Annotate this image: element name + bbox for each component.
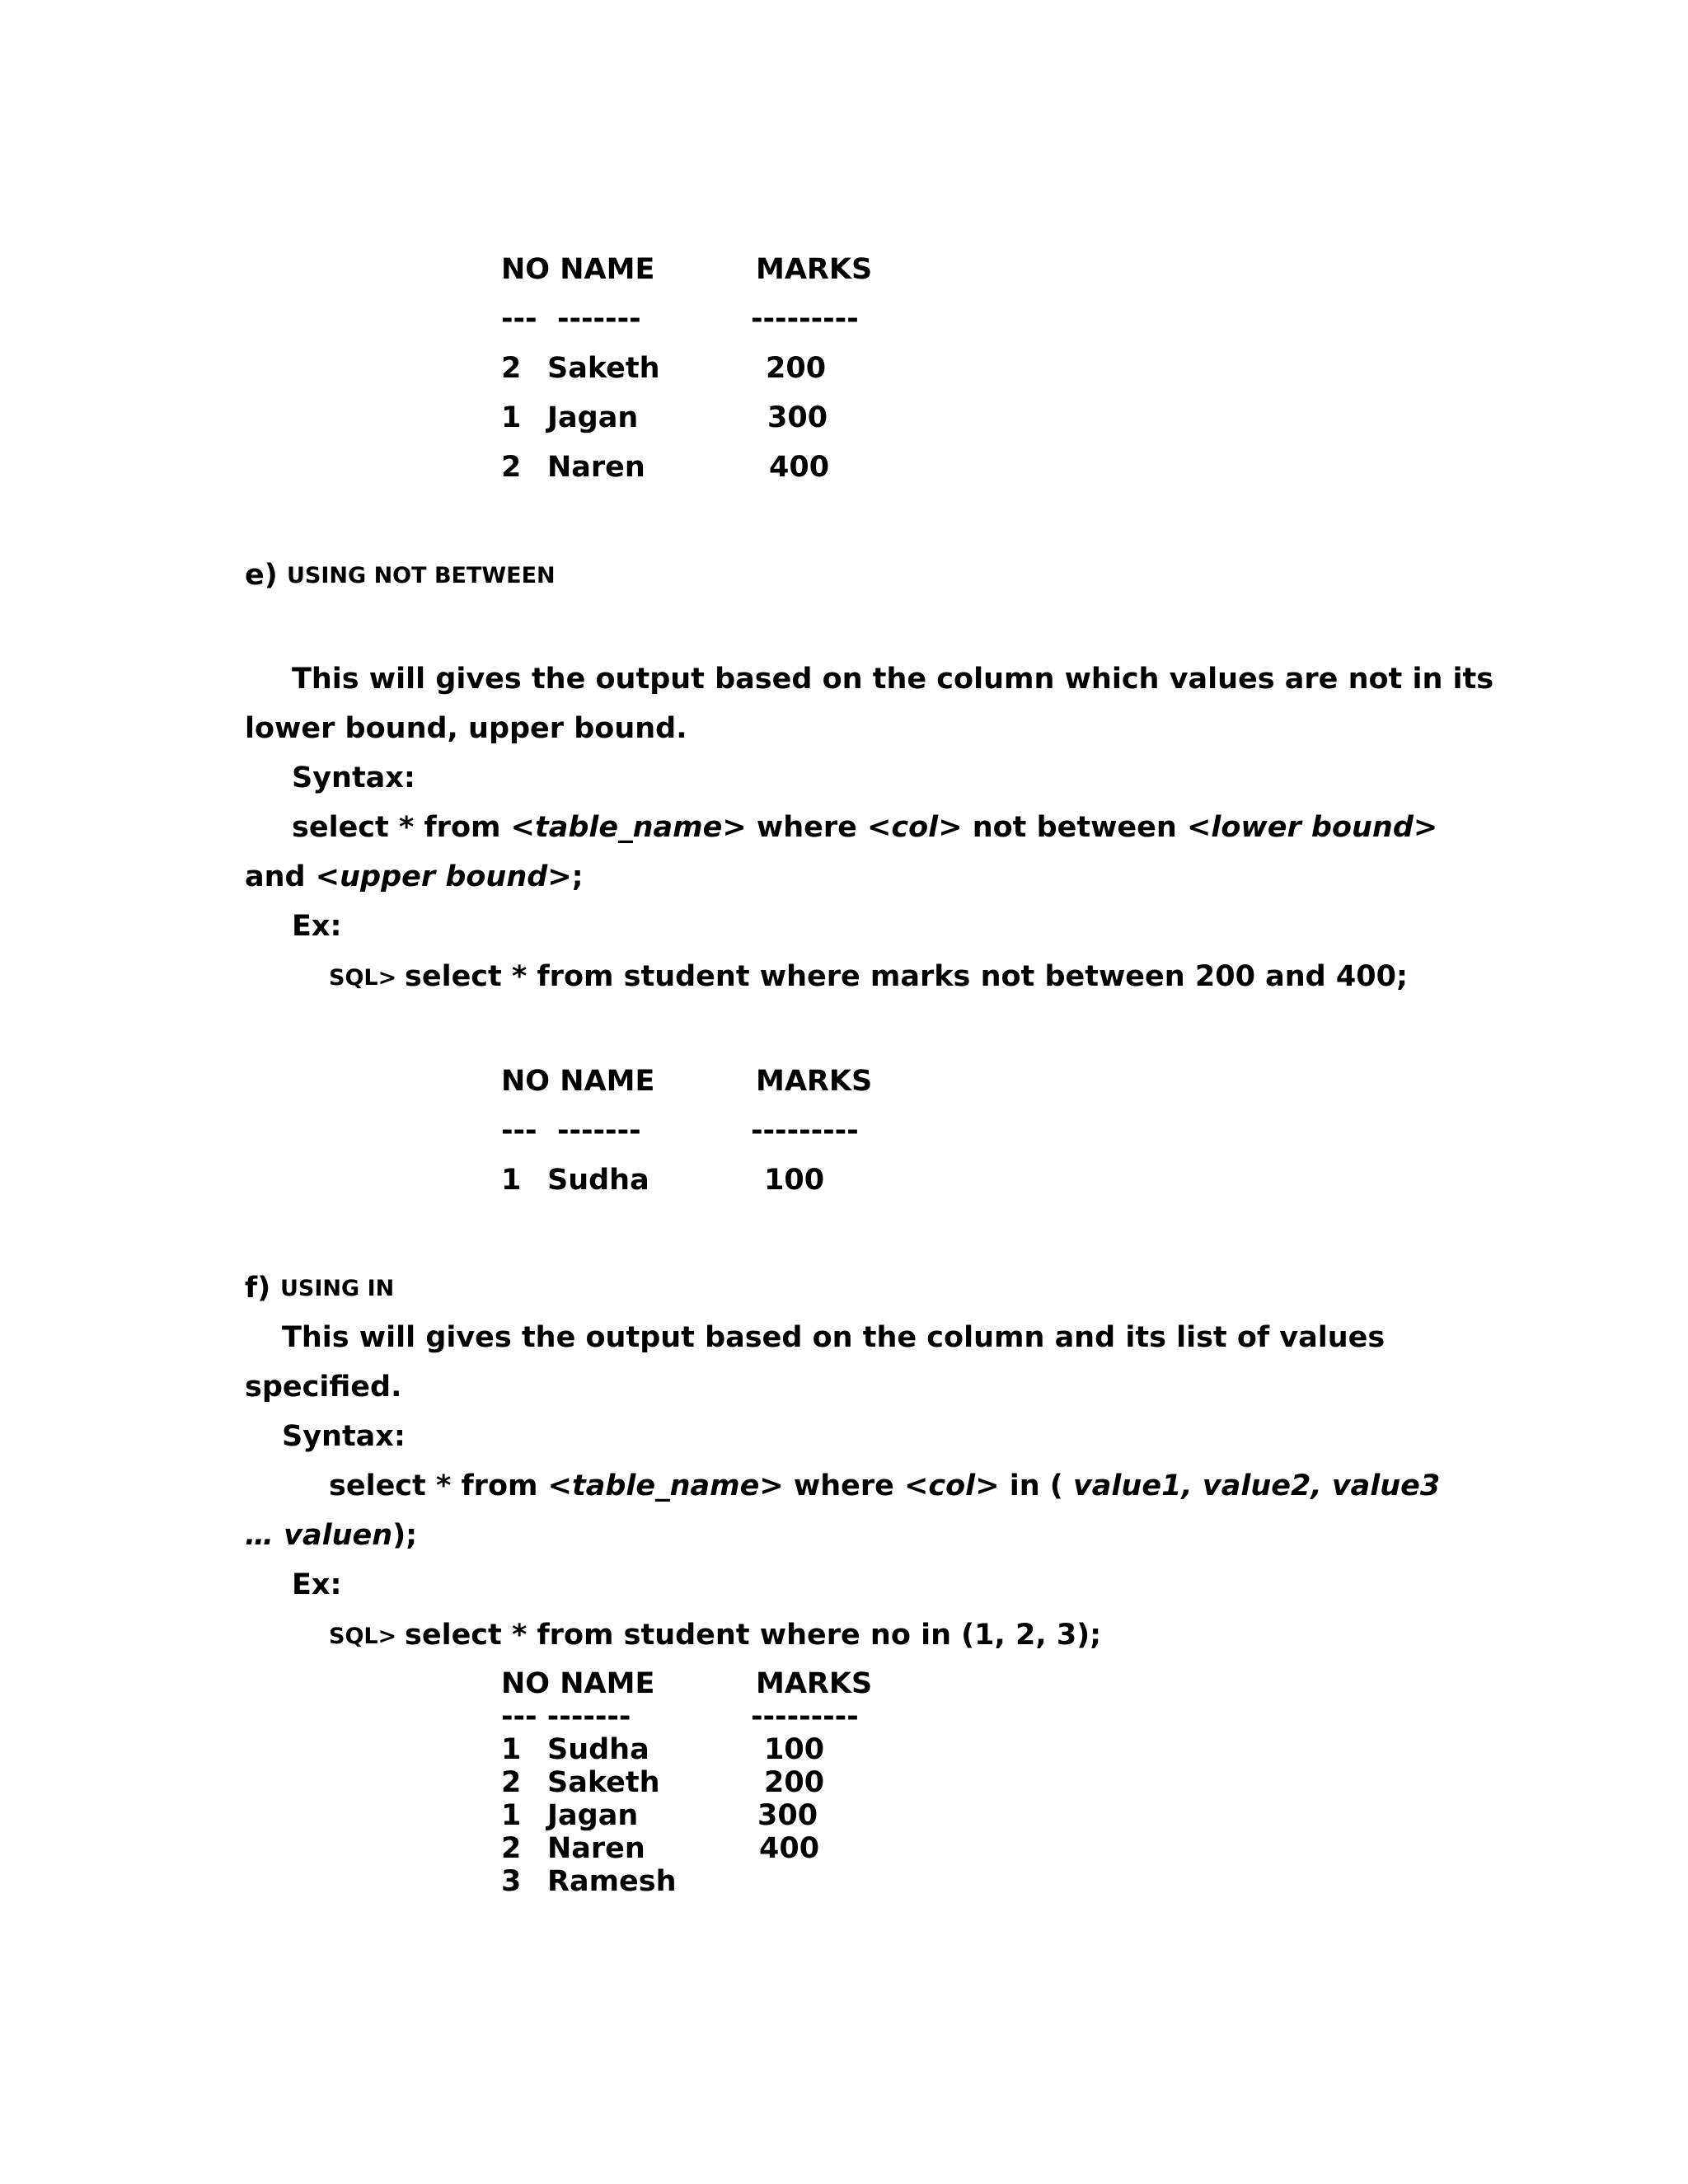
- sql-prompt: SQL>: [329, 1624, 397, 1649]
- table-cell-no: 1: [501, 401, 522, 434]
- section-f-description-line2: specified.: [245, 1371, 402, 1404]
- table-cell-no: 2: [501, 352, 522, 385]
- table-cell-no: 2: [501, 1766, 522, 1799]
- sql-prompt: SQL>: [329, 965, 397, 991]
- section-e-example-query: select * from student where marks not between 200 and 400;: [405, 960, 1408, 993]
- table-cell-marks: 400: [769, 451, 830, 484]
- table-cell-name: Ramesh: [547, 1865, 677, 1898]
- table-divider-right: ---------: [751, 1700, 859, 1733]
- section-e-example-label: Ex:: [292, 910, 342, 943]
- section-f-heading: USING IN: [280, 1276, 395, 1301]
- table-cell-name: Saketh: [547, 352, 660, 385]
- table-cell-no: 2: [501, 451, 522, 484]
- table-cell-name: Jagan: [547, 1799, 639, 1832]
- table-cell-no: 3: [501, 1865, 522, 1898]
- table-cell-no: 1: [501, 1164, 522, 1197]
- table-cell-marks: 300: [757, 1799, 818, 1832]
- table-cell-name: Naren: [547, 1832, 645, 1865]
- section-e-description-line2: lower bound, upper bound.: [245, 712, 687, 745]
- table-cell-name: Jagan: [547, 401, 639, 434]
- table-cell-name: Sudha: [547, 1164, 649, 1197]
- table-divider-right: ---------: [751, 302, 859, 335]
- table-divider-right: ---------: [751, 1114, 859, 1147]
- table-header-marks: MARKS: [756, 1667, 873, 1700]
- table-header-no-name: NO NAME: [501, 1065, 655, 1098]
- table-cell-marks: 100: [764, 1733, 825, 1766]
- table-cell-name: Naren: [547, 451, 645, 484]
- table-cell-marks: 300: [767, 401, 828, 434]
- table-header-no-name: NO NAME: [501, 253, 655, 286]
- section-e-description-line1: This will gives the output based on the column which values are not in its: [292, 663, 1494, 696]
- section-f-description-line1: This will gives the output based on the column and its list of values: [282, 1321, 1386, 1354]
- table-divider-left: --- -------: [501, 302, 641, 335]
- section-f-example-label: Ex:: [292, 1568, 342, 1601]
- table-cell-name: Saketh: [547, 1766, 660, 1799]
- section-f-syntax-line2: … valuen);: [245, 1519, 418, 1552]
- table-cell-no: 1: [501, 1733, 522, 1766]
- table-cell-marks: 200: [764, 1766, 825, 1799]
- section-f-example-query: select * from student where no in (1, 2, 3);: [405, 1619, 1102, 1652]
- table-header-no-name: NO NAME: [501, 1667, 655, 1700]
- table-cell-no: 2: [501, 1832, 522, 1865]
- table-header-marks: MARKS: [756, 253, 873, 286]
- section-f-syntax-line1: select * from <table_name> where <col> in ( value1, value2, value3: [329, 1469, 1441, 1502]
- table-header-marks: MARKS: [756, 1065, 873, 1098]
- table-cell-marks: 200: [766, 352, 827, 385]
- section-f-letter: f): [245, 1272, 271, 1305]
- section-e-heading: USING NOT BETWEEN: [287, 563, 556, 588]
- section-f-syntax-label: Syntax:: [282, 1420, 406, 1453]
- section-e-syntax-line2: and <upper bound>;: [245, 860, 584, 893]
- table-cell-marks: 400: [759, 1832, 820, 1865]
- section-e-letter: e): [245, 559, 278, 592]
- section-e-syntax-line1: select * from <table_name> where <col> not between <lower bound>: [292, 811, 1438, 844]
- table-divider-left: --- -------: [501, 1114, 641, 1147]
- table-cell-marks: 100: [764, 1164, 825, 1197]
- table-cell-no: 1: [501, 1799, 522, 1832]
- table-divider-left: --- -------: [501, 1700, 631, 1733]
- table-cell-name: Sudha: [547, 1733, 649, 1766]
- section-e-syntax-label: Syntax:: [292, 762, 415, 794]
